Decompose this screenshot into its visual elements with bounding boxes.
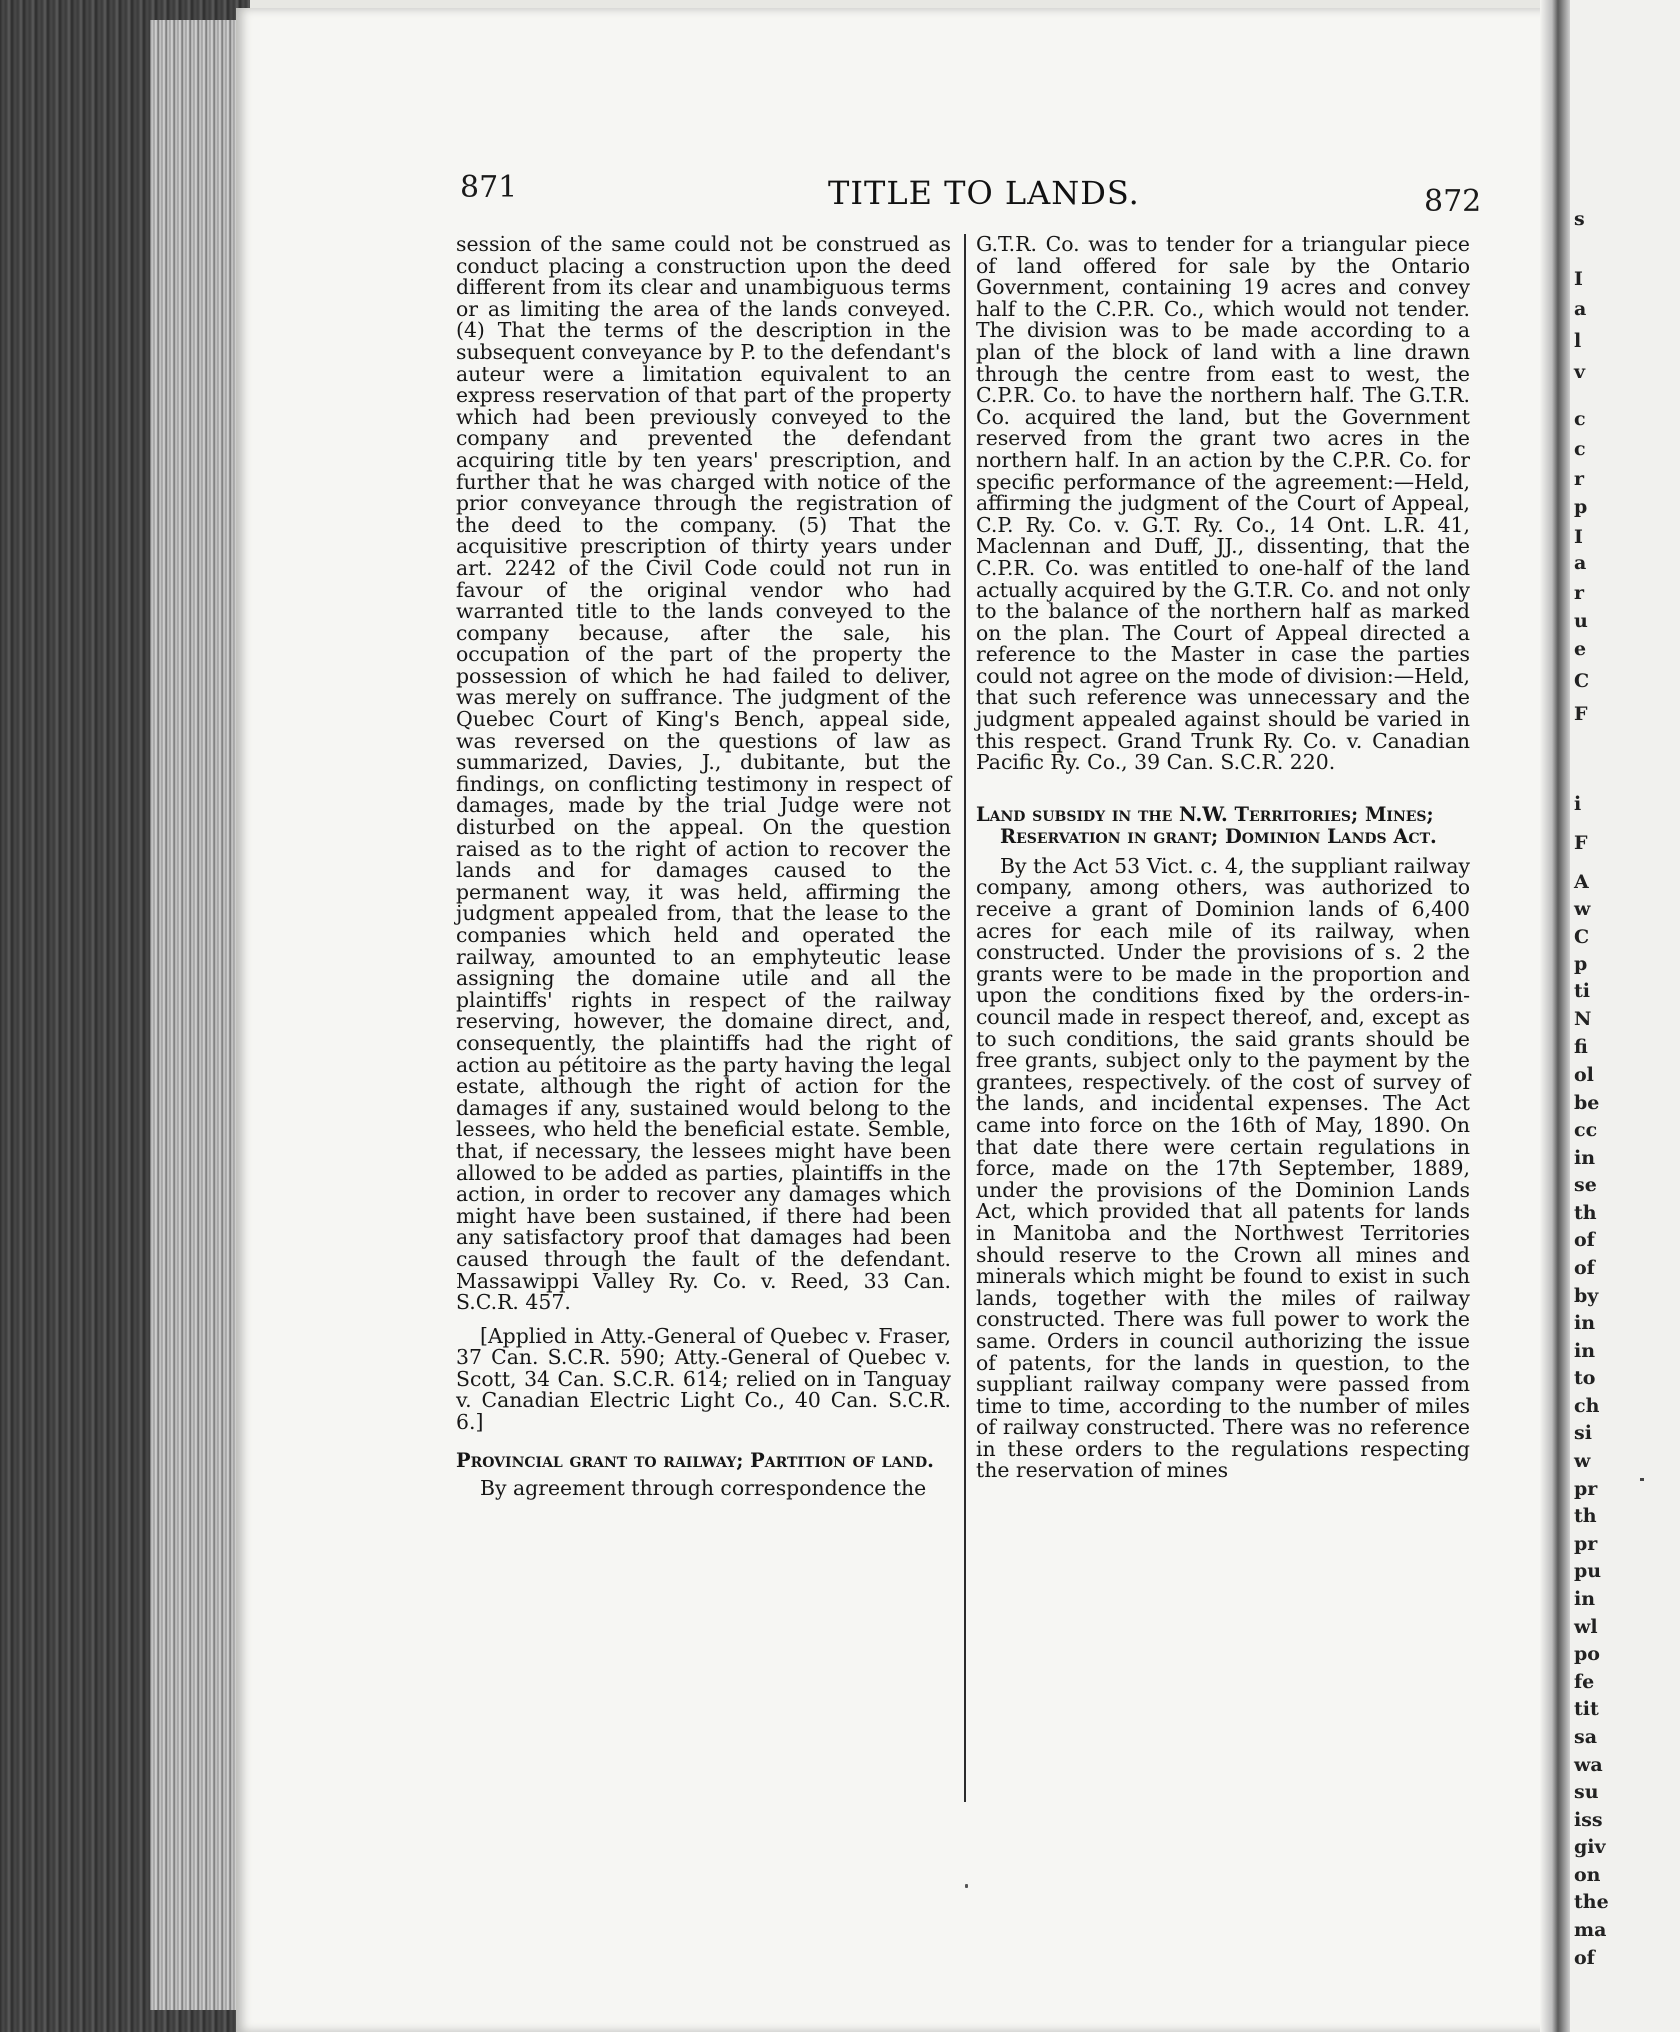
- left-paragraph-1: session of the same could not be construed as conduct placing a construction upon the deed different from its clear and unambiguous terms or as limiting the area of the lands conveyed. (4) That the terms of the description in the subsequent conveyance by P. to the defendant's auteur were a limitation equivalent to an express reservation of that part of the property which had been previously conveyed to the company and prevented the defendant acquiring title by ten years' prescription, and further that he was charged with notice of the prior conveyance through the registration of the deed to the company. (5) That the acquisitive prescription of thirty years under art. 2242 of the Civil Code could not run in favour of the original vendor who had warranted title to the lands conveyed to the company because, after the sale, his occupation of the part of the property the possession of which he had failed to deliver, was merely on suffrance. The judgment of the Quebec Court of King's Bench, appeal side, was reversed on the questions of law as summarized, Davies, J., dubitante, but the findings, on conflicting testimony in respect of damages, made by the trial Judge were not disturbed on the appeal. On the question raised as to the right of action to recover the lands and for damages caused to the permanent way, it was held, affirming the judgment appealed from, that the lease to the companies which held and operated the railway, amounted to an emphyteutic lease assigning the domaine utile and all the plaintiffs' rights in respect of the railway reserving, however, the domaine direct, and, consequently, the plaintiffs had the right of action au pétitoire as the party having the legal estate, although the right of action for the damages if any, sustained would belong to the lessees, who held the beneficial estate. Semble, that, if necessary, the lessees might have been allowed to be added as parties, plaintiffs in the action, in order to recover any damages which might have been sustained, if there had been any satisfactory proof that damages had been caused through the fault of the defendant. Massawippi Valley Ry. Co. v. Reed, 33 Can. S.C.R. 457.: [456, 232, 951, 1315]
- facing-page-fragment: r: [1574, 582, 1585, 604]
- right-paragraph-2: By the Act 53 Vict. c. 4, the suppliant railway company, among others, was authorized to receive a grant of Dominion lands of 6,400 acres for each mile of its railway, when constructed. Under the provisions of s. 2 the grants were to be made in the proportion and upon the conditions fixed by the orders-in-council made in respect thereof, and, except as to such conditions, the said grants should be free grants, subject only to the payment by the grantees, respectively. of the cost of survey of the lands, and incidental expenses. The Act came into force on the 16th of May, 1890. On that date there were certain regulations in force, made on the 17th September, 1889, under the provisions of the Dominion Lands Act, which provided that all patents for lands in Manitoba and the Northwest Territories should reserve to the Crown all mines and minerals which might be found to exist in such lands, together with the miles of railway constructed. There was full power to work the same. Orders in council authorizing the issue of patents, for the lands in question, to the suppliant railway company were passed from time to time, according to the number of miles of railway constructed. There was no reference in these orders to the regulations respecting the reservation of mines: [976, 853, 1470, 1483]
- facing-page-fragment: giv: [1574, 1836, 1606, 1858]
- facing-page-fragment: N: [1574, 1008, 1592, 1030]
- facing-page-fragment: w: [1574, 898, 1591, 920]
- facing-page-fragment: wa: [1574, 1754, 1603, 1776]
- facing-page-fragment: I: [1574, 268, 1583, 290]
- facing-page-fragment: r: [1574, 468, 1585, 490]
- page-speck: [1640, 1478, 1644, 1481]
- facing-page-fragment: l: [1574, 330, 1582, 352]
- left-paragraph-3: By agreement through correspondence the: [480, 1475, 927, 1500]
- facing-page-fragment: be: [1574, 1092, 1600, 1114]
- right-column: [976, 234, 1470, 1482]
- column-rule: [964, 234, 966, 1802]
- facing-page-fragment: w: [1574, 1450, 1591, 1472]
- facing-page-fragment: s: [1574, 208, 1585, 230]
- facing-page-fragment: si: [1574, 1422, 1592, 1444]
- facing-page-fragment: ol: [1574, 1064, 1594, 1086]
- page-number-right: 872: [1424, 184, 1482, 219]
- facing-page-fragment: ma: [1574, 1919, 1607, 1941]
- facing-page-fragment: I: [1574, 526, 1583, 548]
- facing-page-fragment: the: [1574, 1891, 1609, 1913]
- facing-page-fragment: pr: [1574, 1533, 1598, 1555]
- facing-page-fragment: tit: [1574, 1698, 1599, 1720]
- facing-page-fragment: a: [1574, 552, 1587, 574]
- facing-page-fragment: of: [1574, 1947, 1595, 1969]
- page-speck: [965, 1884, 968, 1888]
- facing-page-fragment: in: [1574, 1147, 1596, 1169]
- left-section-heading: Provincial grant to railway; Partition of land.: [456, 1448, 934, 1472]
- right-paragraph-1: G.T.R. Co. was to tender for a triangular piece of land offered for sale by the Ontario Government, containing 19 acres and convey half to the C.P.R. Co., which would not tender. The division was to be made according to a plan of the block of land with a line drawn through the centre from east to west, the C.P.R. Co. to have the northern half. The G.T.R. Co. acquired the land, but the Government reserved from the grant two acres in the northern half. In an action by the C.P.R. Co. for specific performance of the agreement:—Held, affirming the judgment of the Court of Appeal, C.P. Ry. Co. v. G.T. Ry. Co., 14 Ont. L.R. 41, Maclennan and Duff, JJ., dissenting, that the C.P.R. Co. was entitled to one-half of the land actually acquired by the G.T.R. Co. and not only to the balance of the northern half as marked on the plan. The Court of Appeal directed a reference to the Master in case the parties could not agree on the mode of division:—Held, that such reference was unnecessary and the judgment appealed against should be varied in this respect. Grand Trunk Ry. Co. v. Canadian Pacific Ry. Co., 39 Can. S.C.R. 220.: [976, 232, 1470, 775]
- left-column: [456, 234, 951, 1499]
- facing-page-fragment: of: [1574, 1257, 1595, 1279]
- facing-page-fragment: in: [1574, 1340, 1596, 1362]
- running-header: [0, 158, 1680, 218]
- facing-page-fragment: ti: [1574, 980, 1590, 1002]
- facing-page-fragment: fi: [1574, 1036, 1588, 1058]
- facing-page-fragment: of: [1574, 1229, 1595, 1251]
- facing-page-fragment: e: [1574, 638, 1587, 660]
- facing-page-fragment: in: [1574, 1588, 1596, 1610]
- facing-page-fragment: cc: [1574, 1119, 1598, 1141]
- facing-page-fragment: A: [1574, 871, 1589, 893]
- facing-page-fragment: p: [1574, 496, 1588, 518]
- facing-page-fragment: pu: [1574, 1560, 1602, 1582]
- facing-page-fragment: on: [1574, 1864, 1601, 1886]
- running-title: TITLE TO LANDS.: [828, 174, 1140, 212]
- facing-page-fragment: th: [1574, 1505, 1597, 1527]
- facing-page-fragment: a: [1574, 298, 1587, 320]
- facing-page-fragment: fe: [1574, 1671, 1595, 1693]
- facing-page-fragment: by: [1574, 1285, 1599, 1307]
- facing-page: [1570, 0, 1680, 2032]
- facing-page-fragment: p: [1574, 953, 1588, 975]
- facing-page-fragment: C: [1574, 670, 1590, 692]
- facing-page-fragment: iss: [1574, 1809, 1603, 1831]
- facing-page-fragment: to: [1574, 1367, 1596, 1389]
- left-paragraph-2: [Applied in Atty.-General of Quebec v. Fraser, 37 Can. S.C.R. 590; Atty.-General of Quebec v. Scott, 34 Can. S.C.R. 614; relied on in Tanguay v. Canadian Electric Light Co., 40 Can. S.C.R. 6.]: [456, 1323, 951, 1435]
- facing-page-fragment: po: [1574, 1643, 1600, 1665]
- page-number-left: 871: [460, 170, 518, 205]
- right-section-heading: Land subsidy in the N.W. Territories; Mines; Reservation in grant; Dominion Lands Act.: [976, 802, 1437, 848]
- facing-page-fragment: se: [1574, 1174, 1597, 1196]
- facing-page-fragment: pr: [1574, 1478, 1598, 1500]
- page-stack-edge: [150, 20, 250, 2010]
- facing-page-fragment: c: [1574, 438, 1586, 460]
- facing-page-fragment: i: [1574, 793, 1582, 815]
- facing-page-fragment: v: [1574, 361, 1586, 383]
- facing-page-fragment: wl: [1574, 1616, 1598, 1638]
- facing-page-fragment: u: [1574, 610, 1588, 632]
- facing-page-fragment: F: [1574, 832, 1588, 854]
- facing-page-fragment: in: [1574, 1312, 1596, 1334]
- facing-page-fragment: C: [1574, 926, 1590, 948]
- facing-page-fragment: su: [1574, 1781, 1599, 1803]
- facing-page-fragment: sa: [1574, 1726, 1598, 1748]
- facing-page-fragment: ch: [1574, 1395, 1600, 1417]
- facing-page-fragment: th: [1574, 1202, 1597, 1224]
- facing-page-fragment: F: [1574, 703, 1588, 725]
- facing-page-fragment: c: [1574, 408, 1586, 430]
- book-gutter: [1540, 0, 1570, 2032]
